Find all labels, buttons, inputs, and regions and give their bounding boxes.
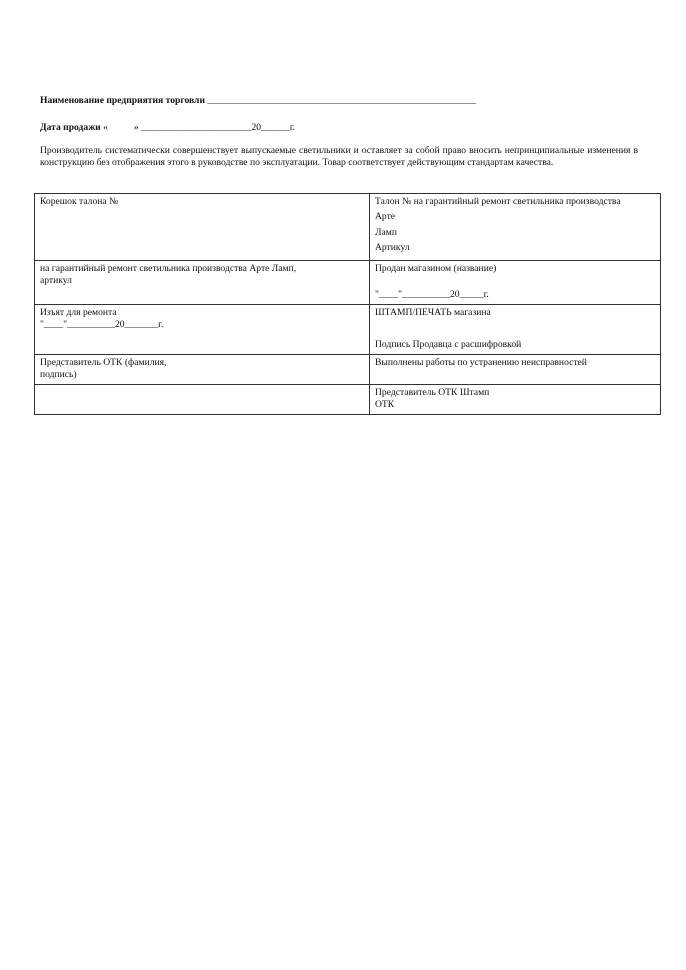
sold-by-cell (370, 260, 661, 304)
empty-cell (35, 384, 370, 414)
works-done-cell (370, 354, 661, 384)
coupon-stub-cell (35, 194, 370, 261)
repair-info-line: на гарантийный ремонт светильника производства Арте Ламп, (40, 262, 297, 274)
qc-rep-cell (35, 354, 370, 384)
table-row (35, 304, 661, 354)
coupon-stub-label: Корешок талона № (40, 196, 119, 207)
stamp-cell (370, 304, 661, 354)
table-row (35, 194, 661, 261)
withdrawn-label: Изъят для ремонта (40, 306, 117, 318)
date-blank: _______________________ (141, 122, 252, 133)
works-done-label: Выполнены работы по устранению неисправностей (375, 356, 587, 368)
table-row (35, 260, 661, 304)
store-stamp-label: ШТАМП/ПЕЧАТЬ магазина (375, 306, 491, 318)
coupon-title-line: Ламп (375, 226, 397, 238)
enterprise-label: Наименование предприятия торговли (40, 95, 205, 106)
withdrawn-cell (35, 304, 370, 354)
qc-rep-label: Представитель ОТК (фамилия, (40, 356, 167, 368)
seller-signature-label: Подпись Продавца с расшифровкой (375, 339, 522, 351)
withdrawn-date-blank: "____"__________20_______г. (40, 319, 164, 331)
manufacturer-notice: Производитель систематически совершенствует выпускаемые светильники и оставляет за собой право вносить непринципиальные изменения в конструкцию без отображения этого в руководстве по эксплуатации. Товар соответствует действующим стандартам качества. (40, 145, 638, 168)
qc-stamp-label: ОТК (375, 399, 395, 411)
coupon-title-line: Арте (375, 211, 396, 223)
date-close-quote: » (133, 122, 139, 133)
coupon-title-cell (370, 194, 661, 261)
date-suffix: г. (289, 122, 296, 133)
sold-by-label: Продан магазином (название) (375, 262, 497, 274)
table-row (35, 384, 661, 414)
coupon-article-label: Артикул (375, 242, 410, 254)
warranty-coupon-table (34, 193, 661, 415)
table-row (35, 354, 661, 384)
date-open-quote: « (103, 122, 108, 133)
repair-article-label: артикул (40, 275, 72, 287)
qc-stamp-cell (370, 384, 661, 414)
sale-date-line (40, 122, 295, 134)
sale-date-label: Дата продажи (40, 122, 101, 133)
enterprise-name-line (40, 95, 476, 107)
date-year-prefix: 20 (251, 122, 262, 133)
enterprise-blank: ________________________________________________________ (207, 95, 477, 106)
coupon-title-line: Талон № на гарантийный ремонт светильника производства (375, 196, 621, 207)
qc-stamp-label: Представитель ОТК Штамп (375, 386, 490, 398)
repair-info-cell (35, 260, 370, 304)
date-year-blank: ______ (261, 122, 290, 133)
qc-rep-signature-label: подпись) (40, 369, 77, 381)
sold-date-blank: "____"__________20_____г. (375, 289, 489, 301)
